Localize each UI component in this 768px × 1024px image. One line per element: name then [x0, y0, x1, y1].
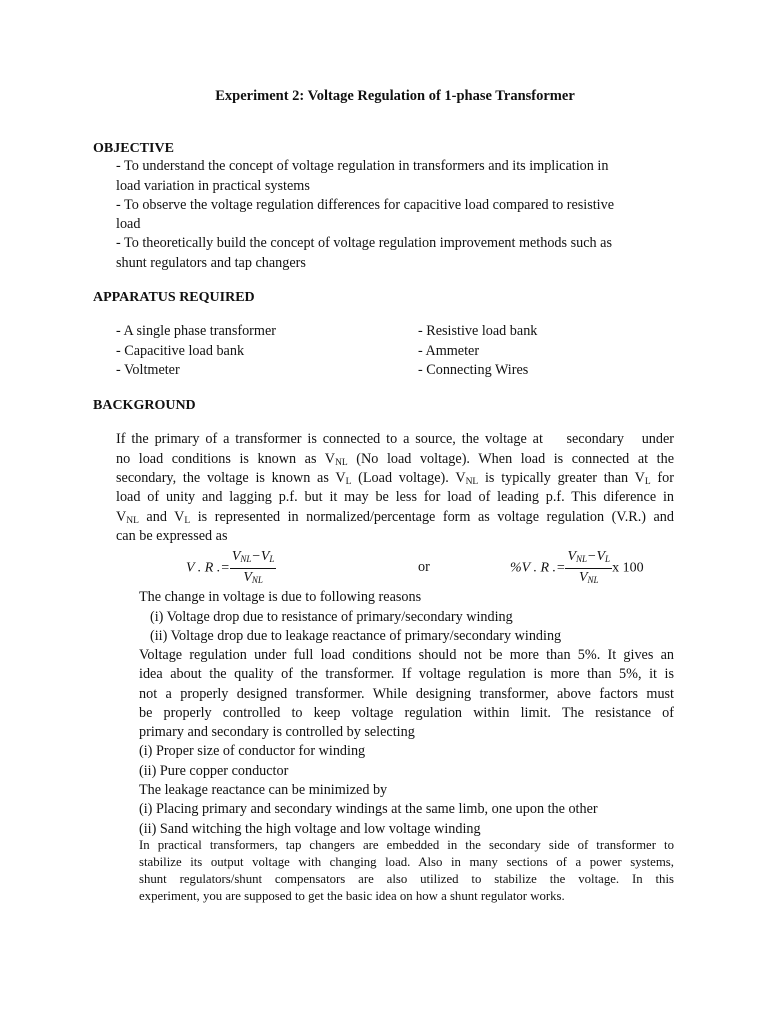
background-line: primary and secondary is controlled by selecting	[139, 724, 415, 740]
formula-percent-vr	[510, 548, 644, 589]
formula-vr	[186, 548, 276, 589]
background-line: experiment, you are supposed to get the basic idea on how a shunt regulator works.	[139, 889, 565, 903]
formula-percent-vr-lhs: %V . R .=	[510, 560, 566, 576]
background-line: Voltage regulation under full load conditions should not be more than 5%. It gives an	[139, 647, 674, 663]
background-line: can be expressed as	[116, 528, 228, 544]
background-line: If the primary of a transformer is connected to a source, the voltage at secondary under	[116, 431, 674, 447]
reason-item: (ii) Voltage drop due to leakage reactance of primary/secondary winding	[150, 628, 562, 644]
background-line: idea about the quality of the transformer. If voltage regulation is more than 5%, it is	[139, 666, 674, 682]
formula-or: or	[418, 559, 430, 575]
list-item: (ii) Sand witching the high voltage and low voltage winding	[139, 821, 481, 837]
background-line: not a properly designed transformer. While designing transformer, above factors must	[139, 686, 674, 702]
formula-times: x 100	[612, 560, 644, 576]
formula-vr-lhs: V . R .=	[186, 560, 230, 576]
background-line: $V_{NL}$ and $V_L$ is represented in normalized/percentage form as voltage regulation (V.R.) and	[116, 509, 674, 526]
background-line: shunt regulators/shunt compensators are also utilized to stabilize the voltage. In this	[139, 872, 674, 886]
background-line: The change in voltage is due to following reasons	[139, 589, 422, 605]
objective-line: shunt regulators and tap changers	[116, 255, 306, 271]
formula-percent-vr-fraction: $\frac{\text{VNL−VL}}{\text{VNL}}$	[567, 549, 611, 585]
objective-line: load variation in practical systems	[116, 178, 310, 194]
apparatus-heading: APPARATUS REQUIRED	[93, 290, 255, 305]
apparatus-item: - Ammeter	[418, 343, 480, 359]
apparatus-item: - Connecting Wires	[418, 362, 529, 378]
page-title: Experiment 2: Voltage Regulation of 1-phase Transformer	[215, 88, 575, 104]
background-line: load of unity and lagging p.f. but it may be less for load of leading p.f. This diference in	[116, 489, 674, 505]
objective-line: - To observe the voltage regulation differences for capacitive load compared to resistive	[116, 197, 615, 213]
formula-vr-fraction: $\frac{\text{VNL−VL}}{\text{VNL}}$	[231, 549, 275, 585]
apparatus-item: - Resistive load bank	[418, 323, 538, 339]
background-line: In practical transformers, tap changers are embedded in the secondary side of transformer to	[139, 838, 674, 852]
background-line: be properly controlled to keep voltage regulation within limit. The resistance of	[139, 705, 674, 721]
apparatus-item: - A single phase transformer	[116, 323, 276, 339]
list-item: (i) Placing primary and secondary windings at the same limb, one upon the other	[139, 801, 598, 817]
objective-line: - To understand the concept of voltage regulation in transformers and its implication in	[116, 158, 609, 174]
reason-item: (i) Voltage drop due to resistance of primary/secondary winding	[150, 609, 513, 625]
objective-line: load	[116, 216, 141, 232]
list-item: (ii) Pure copper conductor	[139, 763, 289, 779]
background-line: no load conditions is known as $V_{NL}$ (No load voltage). When load is connected at the	[116, 451, 674, 468]
background-line: secondary, the voltage is known as $V_L$ (Load voltage). $V_{NL}$ is typically greater than $V_L$ for	[116, 470, 674, 487]
apparatus-item: - Voltmeter	[116, 362, 180, 378]
objective-heading: OBJECTIVE	[93, 141, 174, 156]
background-heading: BACKGROUND	[93, 398, 196, 413]
list-item: (i) Proper size of conductor for winding	[139, 743, 366, 759]
objective-line: - To theoretically build the concept of voltage regulation improvement methods such as	[116, 235, 612, 251]
apparatus-item: - Capacitive load bank	[116, 343, 245, 359]
background-line: The leakage reactance can be minimized by	[139, 782, 388, 798]
background-line: stabilize its output voltage with changing load. Also in many sections of a power systems,	[139, 855, 674, 869]
